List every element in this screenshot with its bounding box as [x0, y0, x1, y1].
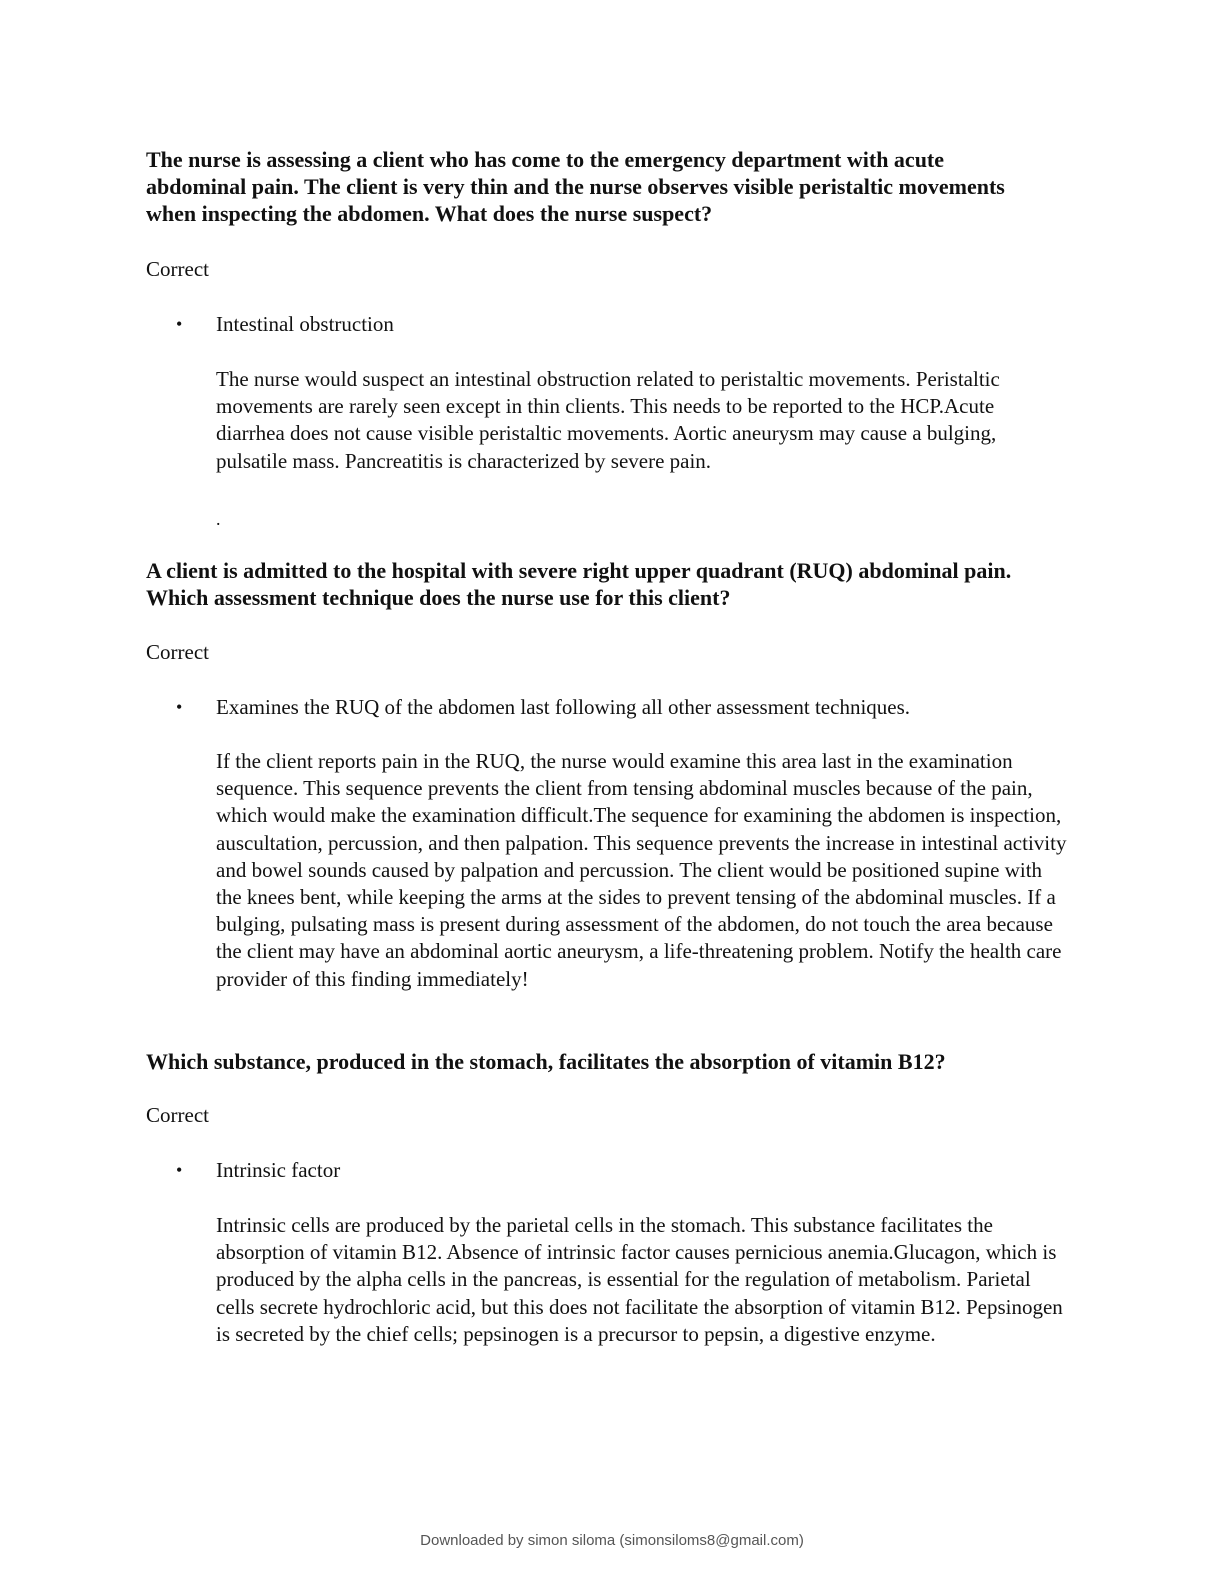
answer-explanation: If the client reports pain in the RUQ, the nurse would examine this area last in the examination sequence. This sequence prevents the client from tensing abdominal muscles because of the pain, which would make the examination difficult.The sequence for examining the abdomen is inspection, auscultation, percussion, and then palpation. This sequence prevents the increase in intestinal activity and bowel sounds caused by palpation and percussion. The client would be positioned supine with the knees bent, while keeping the arms at the sides to prevent tensing of the abdominal muscles. If a bulging, pulsating mass is present during assessment of the abdomen, do not touch the area because the client may have an abdominal aortic aneurysm, a life-threatening problem. Notify the health care provider of this finding immediately! — [216, 749, 1067, 991]
answer-status: Correct — [146, 640, 209, 664]
question-heading: Which substance, produced in the stomach, facilitates the absorption of vitamin B12? — [146, 1049, 946, 1074]
answer-explanation: The nurse would suspect an intestinal obstruction related to peristaltic movements. Peristaltic movements are rarely seen except in thin clients. This needs to be reported to the HCP.Acute diarrhea does not cause visible peristaltic movements. Aortic aneurysm may cause a bulging, pulsatile mass. Pancreatitis is characterized by severe pain. — [216, 367, 1000, 473]
answer-explanation: Intrinsic cells are produced by the parietal cells in the stomach. This substance facilitates the absorption of vitamin B12. Absence of intrinsic factor causes pernicious anemia.Glucagon, which is produced by the alpha cells in the pancreas, is essential for the regulation of metabolism. Parietal cells secrete hydrochloric acid, but this does not facilitate the absorption of vitamin B12. Pepsinogen is secreted by the chief cells; pepsinogen is a precursor to pepsin, a digestive enzyme. — [216, 1213, 1063, 1346]
bullet-icon: • — [176, 697, 183, 717]
download-footer: Downloaded by simon siloma (simonsiloms8@gmail.com) — [420, 1532, 804, 1549]
question-heading: The nurse is assessing a client who has come to the emergency department with acute abdominal pain. The client is very thin and the nurse observes visible peristaltic movements when inspecting the abdomen. What does the nurse suspect? — [146, 147, 1005, 226]
bullet-icon: • — [176, 1160, 183, 1180]
answer-text: Intrinsic factor — [216, 1158, 341, 1182]
answer-status: Correct — [146, 257, 209, 281]
answer-status: Correct — [146, 1103, 209, 1127]
bullet-icon: • — [176, 314, 183, 334]
stray-mark: . — [216, 509, 221, 529]
answer-text: Intestinal obstruction — [216, 312, 394, 336]
answer-text: Examines the RUQ of the abdomen last following all other assessment techniques. — [216, 695, 911, 719]
question-heading: A client is admitted to the hospital with severe right upper quadrant (RUQ) abdominal pain. Which assessment technique does the nurse use for this client? — [146, 558, 1012, 610]
